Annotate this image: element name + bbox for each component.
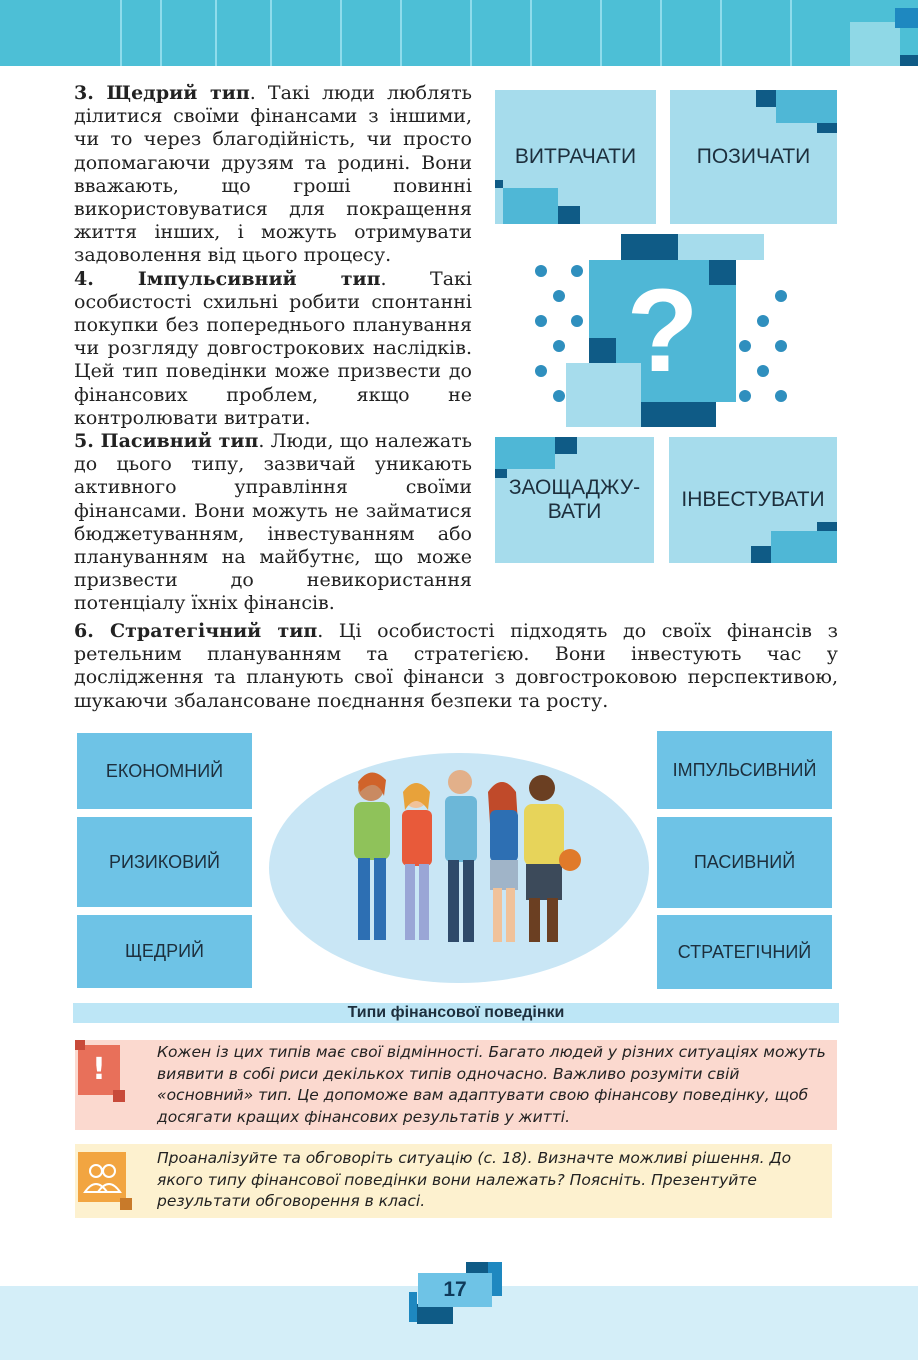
paragraph-passive: 5. Пасивний тип. Люди, що належать до цього типу, зазвичай уникають активного управління своїми фінансами. Вони можуть не займатися бюджетуванням, інвестуванням або плануванням на майбутнє, що може призвести до невикористання потенціалу їхніх фінансів. — [74, 430, 473, 615]
paragraph-generous: 3. Щедрий тип. Такі люди люблять ділитися своїми фінансами з іншими, чи то через благодійність, чи просто допомагаючи друзям та родині. Вони вважають, що гроші повинні використовуватися для покращення життя інших, і можуть отримувати задоволення від цього процесу. — [74, 82, 473, 267]
page-header-banner — [0, 0, 918, 66]
task-note — [75, 1144, 832, 1218]
tile-spend: ВИТРАЧАТИ — [495, 90, 656, 224]
page-number: 17 — [418, 1273, 492, 1307]
task-text: Проаналізуйте та обговоріть ситуацію (с. 18). Визначте можливі рішення. До якого типу фінансової поведінки вони належать? Поясніть. Презентуйте результати обговорення в класі. — [157, 1149, 792, 1210]
paragraph-title: 4. Імпульсивний тип — [74, 267, 381, 290]
type-strategic: СТРАТЕГІЧНИЙ — [657, 915, 832, 989]
paragraph-title: 5. Пасивний тип — [74, 430, 259, 453]
warning-note — [75, 1040, 837, 1130]
type-passive: ПАСИВНИЙ — [657, 817, 832, 908]
warning-icon: ! — [78, 1045, 120, 1095]
paragraph-title: 3. Щедрий тип — [74, 82, 250, 104]
paragraph-impulsive: 4. Імпульсивний тип. Такі особистості схильні робити спонтанні покупки без попереднього планування чи розгляду довгострокових наслідків. Цей тип поведінки може призвести до фінансових проблем, якщо не контролювати витрати. — [74, 267, 473, 429]
figure-caption: Типи фінансової поведінки — [73, 1003, 839, 1023]
paragraph-title: 6. Стратегічний тип — [74, 620, 318, 642]
type-risky: РИЗИКОВИЙ — [77, 817, 252, 907]
people-illustration — [268, 752, 650, 984]
type-econom: ЕКОНОМНИЙ — [77, 733, 252, 809]
tile-lend: ПОЗИЧАТИ — [670, 90, 837, 224]
text-column-left — [74, 82, 472, 616]
question-mark-icon: ? — [626, 265, 699, 397]
tile-invest: ІНВЕСТУВАТИ — [669, 437, 837, 563]
warning-text: Кожен із цих типів має свої відмінності. Багато людей у різних ситуаціях можуть виявити в собі риси декількох типів одночасно. Важливо розуміти свій «основний» тип. Це допоможе вам адаптувати свою фінансову поведінку, щоб досягати кращих фінансових результатів у житті. — [157, 1043, 826, 1126]
people-group-icon — [78, 1152, 126, 1202]
type-impulsive: ІМПУЛЬСИВНИЙ — [657, 731, 832, 809]
group-discussion-icon — [78, 1152, 126, 1202]
tile-save: ЗАОЩАДЖУ- ВАТИ — [495, 437, 654, 563]
paragraph-strategic: 6. Стратегічний тип. Ці особистості підходять до своїх фінансів з ретельним плануванням та стратегією. Вони інвестують час у дослідження та планують свої фінанси з довгостроковою перспективою, шукаючи збалансоване поєднання безпеки та росту. — [74, 620, 838, 712]
type-generous: ЩЕДРИЙ — [77, 915, 252, 988]
